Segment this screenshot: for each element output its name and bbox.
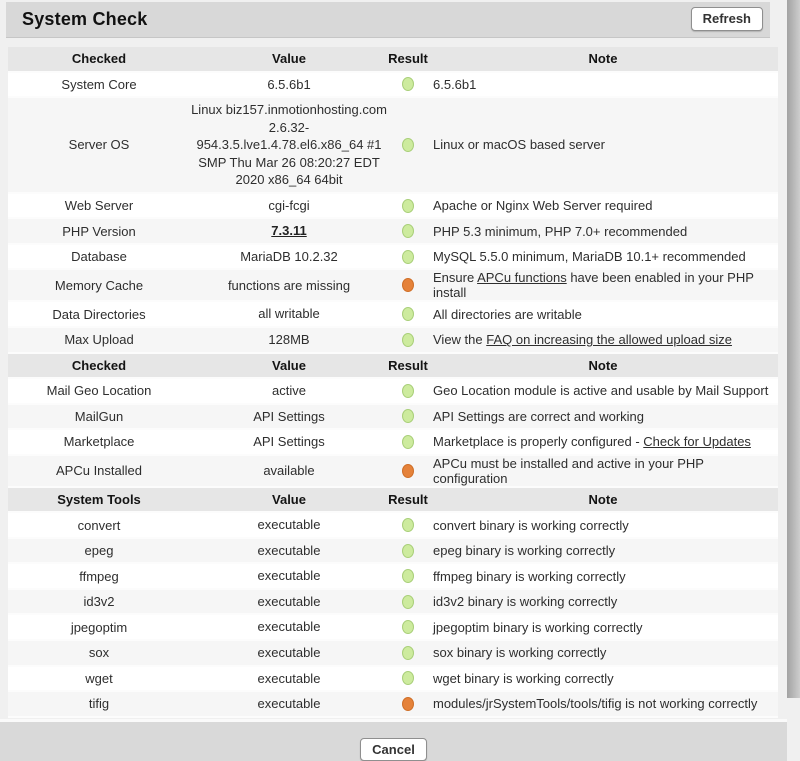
status-pass-icon (402, 333, 414, 347)
table-row (8, 539, 778, 565)
status-pass-icon (402, 199, 414, 213)
checked-cell: Max Upload (64, 332, 134, 348)
status-pass-icon (402, 518, 414, 532)
value-cell: executable (257, 568, 321, 584)
table-row (8, 456, 778, 488)
column-header: Note (588, 357, 618, 373)
value-cell: executable (257, 670, 321, 686)
value-cell: active (272, 383, 306, 399)
column-header: Value (272, 491, 306, 507)
checked-cell: wget (85, 670, 113, 686)
checked-cell: Memory Cache (54, 277, 144, 293)
table-header-row (8, 47, 778, 73)
value-link[interactable]: 7.3.11 (271, 223, 307, 239)
note-cell: ffmpeg binary is working correctly (433, 568, 626, 584)
value-cell: executable (257, 593, 321, 609)
note-cell: PHP 5.3 minimum, PHP 7.0+ recommended (433, 223, 688, 239)
note-cell: epeg binary is working correctly (433, 543, 616, 559)
result-cell (388, 697, 428, 711)
note-cell: 6.5.6b1 (433, 76, 477, 92)
result-cell (388, 464, 428, 478)
result-cell (388, 544, 428, 558)
table-row (8, 564, 778, 590)
status-pass-icon (402, 569, 414, 583)
note-cell: convert binary is working correctly (433, 517, 629, 533)
result-cell (388, 138, 428, 152)
status-fail-icon (402, 697, 414, 711)
note-link[interactable]: Check for Updates (643, 434, 751, 450)
checked-cell: Marketplace (63, 434, 135, 450)
checked-cell: jpegoptim (70, 619, 128, 635)
result-cell (388, 435, 428, 449)
system-check-table (8, 47, 778, 718)
status-pass-icon (402, 435, 414, 449)
table-row (8, 513, 778, 539)
value-cell: MariaDB 10.2.32 (240, 248, 338, 264)
column-header: Result (388, 51, 428, 67)
status-fail-icon (402, 278, 414, 292)
result-cell (388, 77, 428, 91)
column-header: Checked (71, 357, 127, 373)
refresh-button[interactable]: Refresh (691, 7, 763, 31)
note-cell: MySQL 5.5.0 minimum, MariaDB 10.1+ recommended (433, 249, 746, 265)
checked-cell: convert (77, 517, 121, 533)
checked-cell: Mail Geo Location (46, 383, 152, 399)
value-cell: available (263, 462, 315, 478)
result-cell (388, 646, 428, 660)
result-cell (388, 384, 428, 398)
status-pass-icon (402, 595, 414, 609)
title-bar (6, 2, 770, 38)
table-row (8, 98, 778, 194)
status-pass-icon (402, 250, 414, 264)
checked-cell: Database (71, 249, 127, 265)
checked-cell: Web Server (64, 198, 134, 214)
result-cell (388, 620, 428, 634)
value-cell: Linux biz157.inmotionhosting.com 2.6.32-954.3.5.lve1.4.78.el6.x86_64 #1 SMP Thu Mar 26 08:20:27 EDT 2020 x86_64 64bit (191, 102, 387, 188)
note-cell: sox binary is working correctly (433, 645, 607, 661)
result-cell (388, 569, 428, 583)
value-cell: all writable (258, 306, 320, 322)
status-pass-icon (402, 544, 414, 558)
value-cell: executable (257, 696, 321, 712)
status-pass-icon (402, 77, 414, 91)
result-cell (388, 333, 428, 347)
table-header-row (8, 488, 778, 514)
checked-cell: Server OS (68, 137, 130, 153)
table-row (8, 302, 778, 328)
result-cell (388, 250, 428, 264)
checked-cell: APCu Installed (56, 463, 142, 479)
cancel-button[interactable]: Cancel (360, 738, 427, 761)
table-row (8, 270, 778, 302)
value-cell (190, 219, 388, 243)
value-cell: functions are missing (227, 277, 351, 293)
note-cell: Geo Location module is active and usable by Mail Support (433, 383, 769, 399)
checked-cell: id3v2 (83, 594, 115, 610)
checked-cell: ffmpeg (79, 568, 119, 584)
column-header: Note (588, 51, 618, 67)
note-cell: jpegoptim binary is working correctly (433, 619, 643, 635)
value-cell: cgi-fcgi (268, 197, 310, 213)
note-cell: Ensure APCu functions have been enabled in your PHP install (433, 270, 754, 301)
value-cell: 128MB (268, 332, 310, 348)
value-cell: 6.5.6b1 (267, 76, 311, 92)
checked-cell: sox (88, 645, 110, 661)
result-cell (388, 199, 428, 213)
table-row (8, 667, 778, 693)
note-cell: API Settings are correct and working (433, 408, 644, 424)
status-fail-icon (402, 464, 414, 478)
status-pass-icon (402, 409, 414, 423)
table-row (8, 590, 778, 616)
checked-cell: System Core (61, 76, 137, 92)
result-cell (388, 224, 428, 238)
status-pass-icon (402, 138, 414, 152)
checked-cell: Data Directories (52, 306, 146, 322)
note-cell: Apache or Nginx Web Server required (433, 198, 653, 214)
result-cell (388, 278, 428, 292)
note-cell: Linux or macOS based server (433, 137, 605, 153)
table-row (8, 379, 778, 405)
note-cell: modules/jrSystemTools/tools/tifig is not working correctly (433, 696, 758, 712)
status-pass-icon (402, 671, 414, 685)
table-row (8, 615, 778, 641)
value-cell: executable (257, 517, 321, 533)
note-link[interactable]: APCu functions (477, 270, 567, 286)
column-header: Result (388, 492, 428, 508)
checked-cell: tifig (88, 696, 110, 712)
table-row (8, 430, 778, 456)
note-link[interactable]: FAQ on increasing the allowed upload size (486, 332, 732, 348)
column-header: System Tools (57, 492, 141, 508)
column-header: Checked (71, 51, 127, 67)
table-header-row (8, 354, 778, 380)
status-pass-icon (402, 646, 414, 660)
checked-cell: PHP Version (62, 223, 136, 239)
result-cell (388, 671, 428, 685)
table-row (8, 194, 778, 220)
footer-bar (0, 719, 787, 761)
value-cell: executable (257, 619, 321, 635)
value-cell: API Settings (253, 408, 325, 424)
table-row (8, 73, 778, 99)
status-pass-icon (402, 224, 414, 238)
result-cell (388, 595, 428, 609)
note-cell: id3v2 binary is working correctly (433, 594, 618, 610)
status-pass-icon (402, 620, 414, 634)
page-title: System Check (22, 9, 148, 29)
checked-cell: epeg (84, 543, 114, 559)
result-cell (388, 518, 428, 532)
value-cell: executable (257, 542, 321, 558)
value-cell: API Settings (253, 434, 325, 450)
note-cell: All directories are writable (433, 306, 582, 322)
table-row (8, 405, 778, 431)
note-cell: View the FAQ on increasing the allowed upload size (433, 332, 732, 348)
note-cell: APCu must be installed and active in your PHP configuration (433, 455, 704, 486)
checked-cell: MailGun (74, 408, 124, 424)
note-cell: Marketplace is properly configured - Check for Updates (433, 434, 751, 450)
status-pass-icon (402, 384, 414, 398)
table-row (8, 245, 778, 271)
value-cell: executable (257, 645, 321, 661)
column-header: Value (272, 51, 306, 66)
window-edge-strip (787, 0, 800, 698)
column-header: Result (388, 357, 428, 373)
column-header: Value (272, 357, 306, 373)
table-row (8, 328, 778, 354)
table-row (8, 219, 778, 245)
note-cell: wget binary is working correctly (433, 670, 614, 686)
status-pass-icon (402, 307, 414, 321)
table-row (8, 692, 778, 718)
column-header: Note (588, 492, 618, 508)
result-cell (388, 409, 428, 423)
table-row (8, 641, 778, 667)
result-cell (388, 307, 428, 321)
